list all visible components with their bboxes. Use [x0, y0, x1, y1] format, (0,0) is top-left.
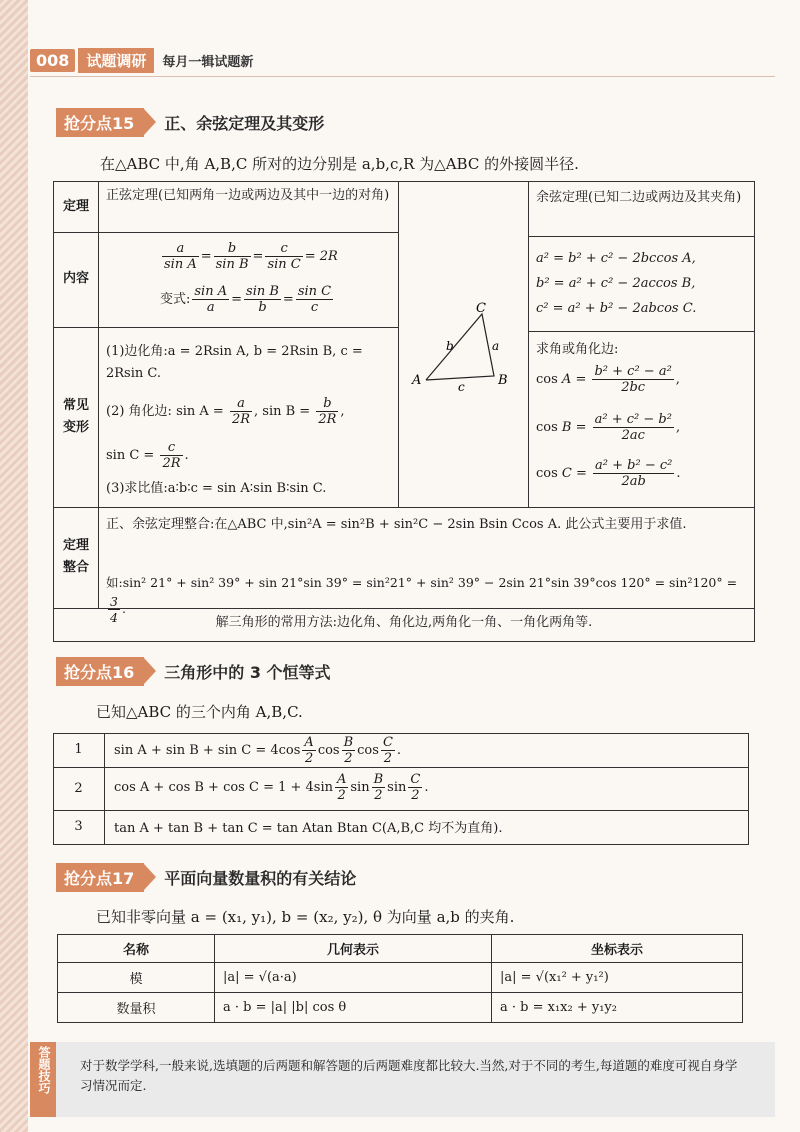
page-edge-decoration [0, 0, 28, 1132]
row-number: 1 [74, 742, 83, 757]
page-header [30, 47, 253, 73]
label-content: 内容 [62, 271, 89, 286]
angle-to-side: (2) 角化边: sin A = $\frac{a}{2R}$ , sin B = $\frac{b}{2R}$ , [106, 396, 345, 427]
arrow-icon [144, 864, 156, 890]
section-badge: 抢分点16 [56, 657, 144, 686]
tip-text: 对于数学学科,一般来说,选填题的后两题和解答题的后两题难度都比较大.当然,对于不同的考生,每道题的难度可视自身学习情况而定. [80, 1058, 738, 1093]
svg-text:A: A [412, 373, 422, 388]
arrow-icon [144, 658, 156, 684]
section-title: 平面向量数量积的有关结论 [164, 868, 357, 888]
header-subtitle: 每月一辑试题新 [162, 54, 254, 70]
triangle-diagram [410, 300, 522, 400]
table-cell: a · b = |a| |b| cos θ [215, 993, 492, 1023]
tip-side-label: 答题技巧 [30, 1042, 56, 1117]
section-15-heading [56, 107, 324, 137]
vector-table [57, 934, 743, 1023]
ratio-formula: (3)求比值:a∶b∶c = sin A∶sin B∶sin C. [106, 481, 327, 496]
section-badge: 抢分点17 [56, 863, 144, 892]
cosine-law-formulas: a² = b² + c² − 2bccos A, b² = a² + c² − 2accos B, c² = a² + b² − 2abcos C. [536, 251, 697, 316]
cosine-theorem-heading: 余弦定理(已知二边或两边及其夹角) [536, 190, 742, 205]
svg-text:C: C [476, 301, 486, 316]
svg-text:b: b [446, 339, 454, 353]
section-title: 三角形中的 3 个恒等式 [164, 662, 331, 682]
cos-b-formula: cos B = $\frac{\text{a² + c² − b²}}{2ac}$ , [536, 412, 681, 443]
header-name: 名称 [58, 935, 215, 963]
angle-to-side-c: sin C = $\frac{c}{2R}$ . [106, 440, 189, 471]
sine-law: $\frac{a}{\text{sin A}}$ = $\frac{b}{\text{sin B}}$ = $\frac{c}{\text{sin C}}$ = 2R [164, 241, 338, 272]
section-15-intro: 在△ABC 中,角 A,B,C 所对的边分别是 a,b,c,R 为△ABC 的外接圆半径. [100, 155, 579, 173]
row-number: 3 [74, 819, 83, 834]
label-theorem: 定理 [62, 199, 89, 214]
identity-row-3: tan A + tan B + tan C = tan Atan Btan C(A,B,C 均不为直角). [114, 821, 503, 836]
find-angle-heading: 求角或角化边: [536, 342, 619, 357]
identity-row-2: cos A + cos B + cos C = 1 + 4sin $\frac{A}{2}$ sin $\frac{B}{2}$ sin $\frac{C}{2}$ . [114, 772, 429, 803]
section-title: 正、余弦定理及其变形 [164, 113, 325, 133]
methods-note: 解三角形的常用方法:边化角、角化边,两角化一角、一角化两角等. [215, 615, 593, 630]
header-coordinate: 坐标表示 [492, 935, 743, 963]
section-17-heading [56, 862, 356, 892]
identity-row-1: sin A + sin B + sin C = 4cos $\frac{A}{2}$ cos $\frac{B}{2}$ cos $\frac{C}{2}$ . [114, 735, 402, 766]
sine-theorem-heading: 正弦定理(已知两角一边或两边及其中一边的对角) [106, 188, 390, 203]
table-cell: 数量积 [58, 993, 215, 1023]
cos-c-formula: cos C = $\frac{\text{a² + b² − c²}}{2ab}$ . [536, 458, 681, 489]
page-number: 008 [30, 49, 75, 72]
header-section: 试题调研 [78, 48, 154, 73]
combine-example: 如:sin² 21° + sin² 39° + sin 21°sin 39° = sin²21° + sin² 39° − 2sin 21°sin 39°cos 120° = sin²120° = $\frac{3}{4}$ . [106, 575, 738, 625]
section-16-intro: 已知△ABC 的三个内角 A,B,C. [96, 703, 303, 721]
section-badge: 抢分点15 [56, 108, 144, 137]
combine-text: 正、余弦定理整合:在△ABC 中,sin²A = sin²B + sin²C − 2sin Bsin Ccos A. 此公式主要用于求值. [106, 517, 687, 532]
svg-text:c: c [458, 380, 465, 394]
section-17-intro: 已知非零向量 a = (x₁, y₁), b = (x₂, y₂), θ 为向量 a,b 的夹角. [96, 908, 515, 926]
label-combine: 定理整合 [62, 538, 89, 575]
svg-text:B: B [498, 373, 508, 388]
table-cell: |a| = √(x₁² + y₁²) [492, 963, 743, 993]
arrow-icon [144, 109, 156, 135]
header-geometric: 几何表示 [215, 935, 492, 963]
row-number: 2 [74, 781, 83, 796]
cos-a-formula: cos A = $\frac{\text{b² + c² − a²}}{2bc}$ , [536, 364, 680, 395]
svg-text:a: a [492, 339, 500, 353]
header-rule [30, 76, 775, 77]
table-cell: a · b = x₁x₂ + y₁y₂ [492, 993, 743, 1023]
section-16-heading [56, 656, 331, 686]
side-to-angle: (1)边化角:a = 2Rsin A, b = 2Rsin B, c = 2Rsin C. [106, 344, 363, 381]
label-common-variants: 常见变形 [62, 398, 89, 435]
sine-law-variant: 变式: $\frac{\text{sin A}}{a}$ = $\frac{\text{sin B}}{b}$ = $\frac{\text{sin C}}{c}$ [160, 284, 332, 315]
table-cell: |a| = √(a·a) [215, 963, 492, 993]
table-cell: 模 [58, 963, 215, 993]
